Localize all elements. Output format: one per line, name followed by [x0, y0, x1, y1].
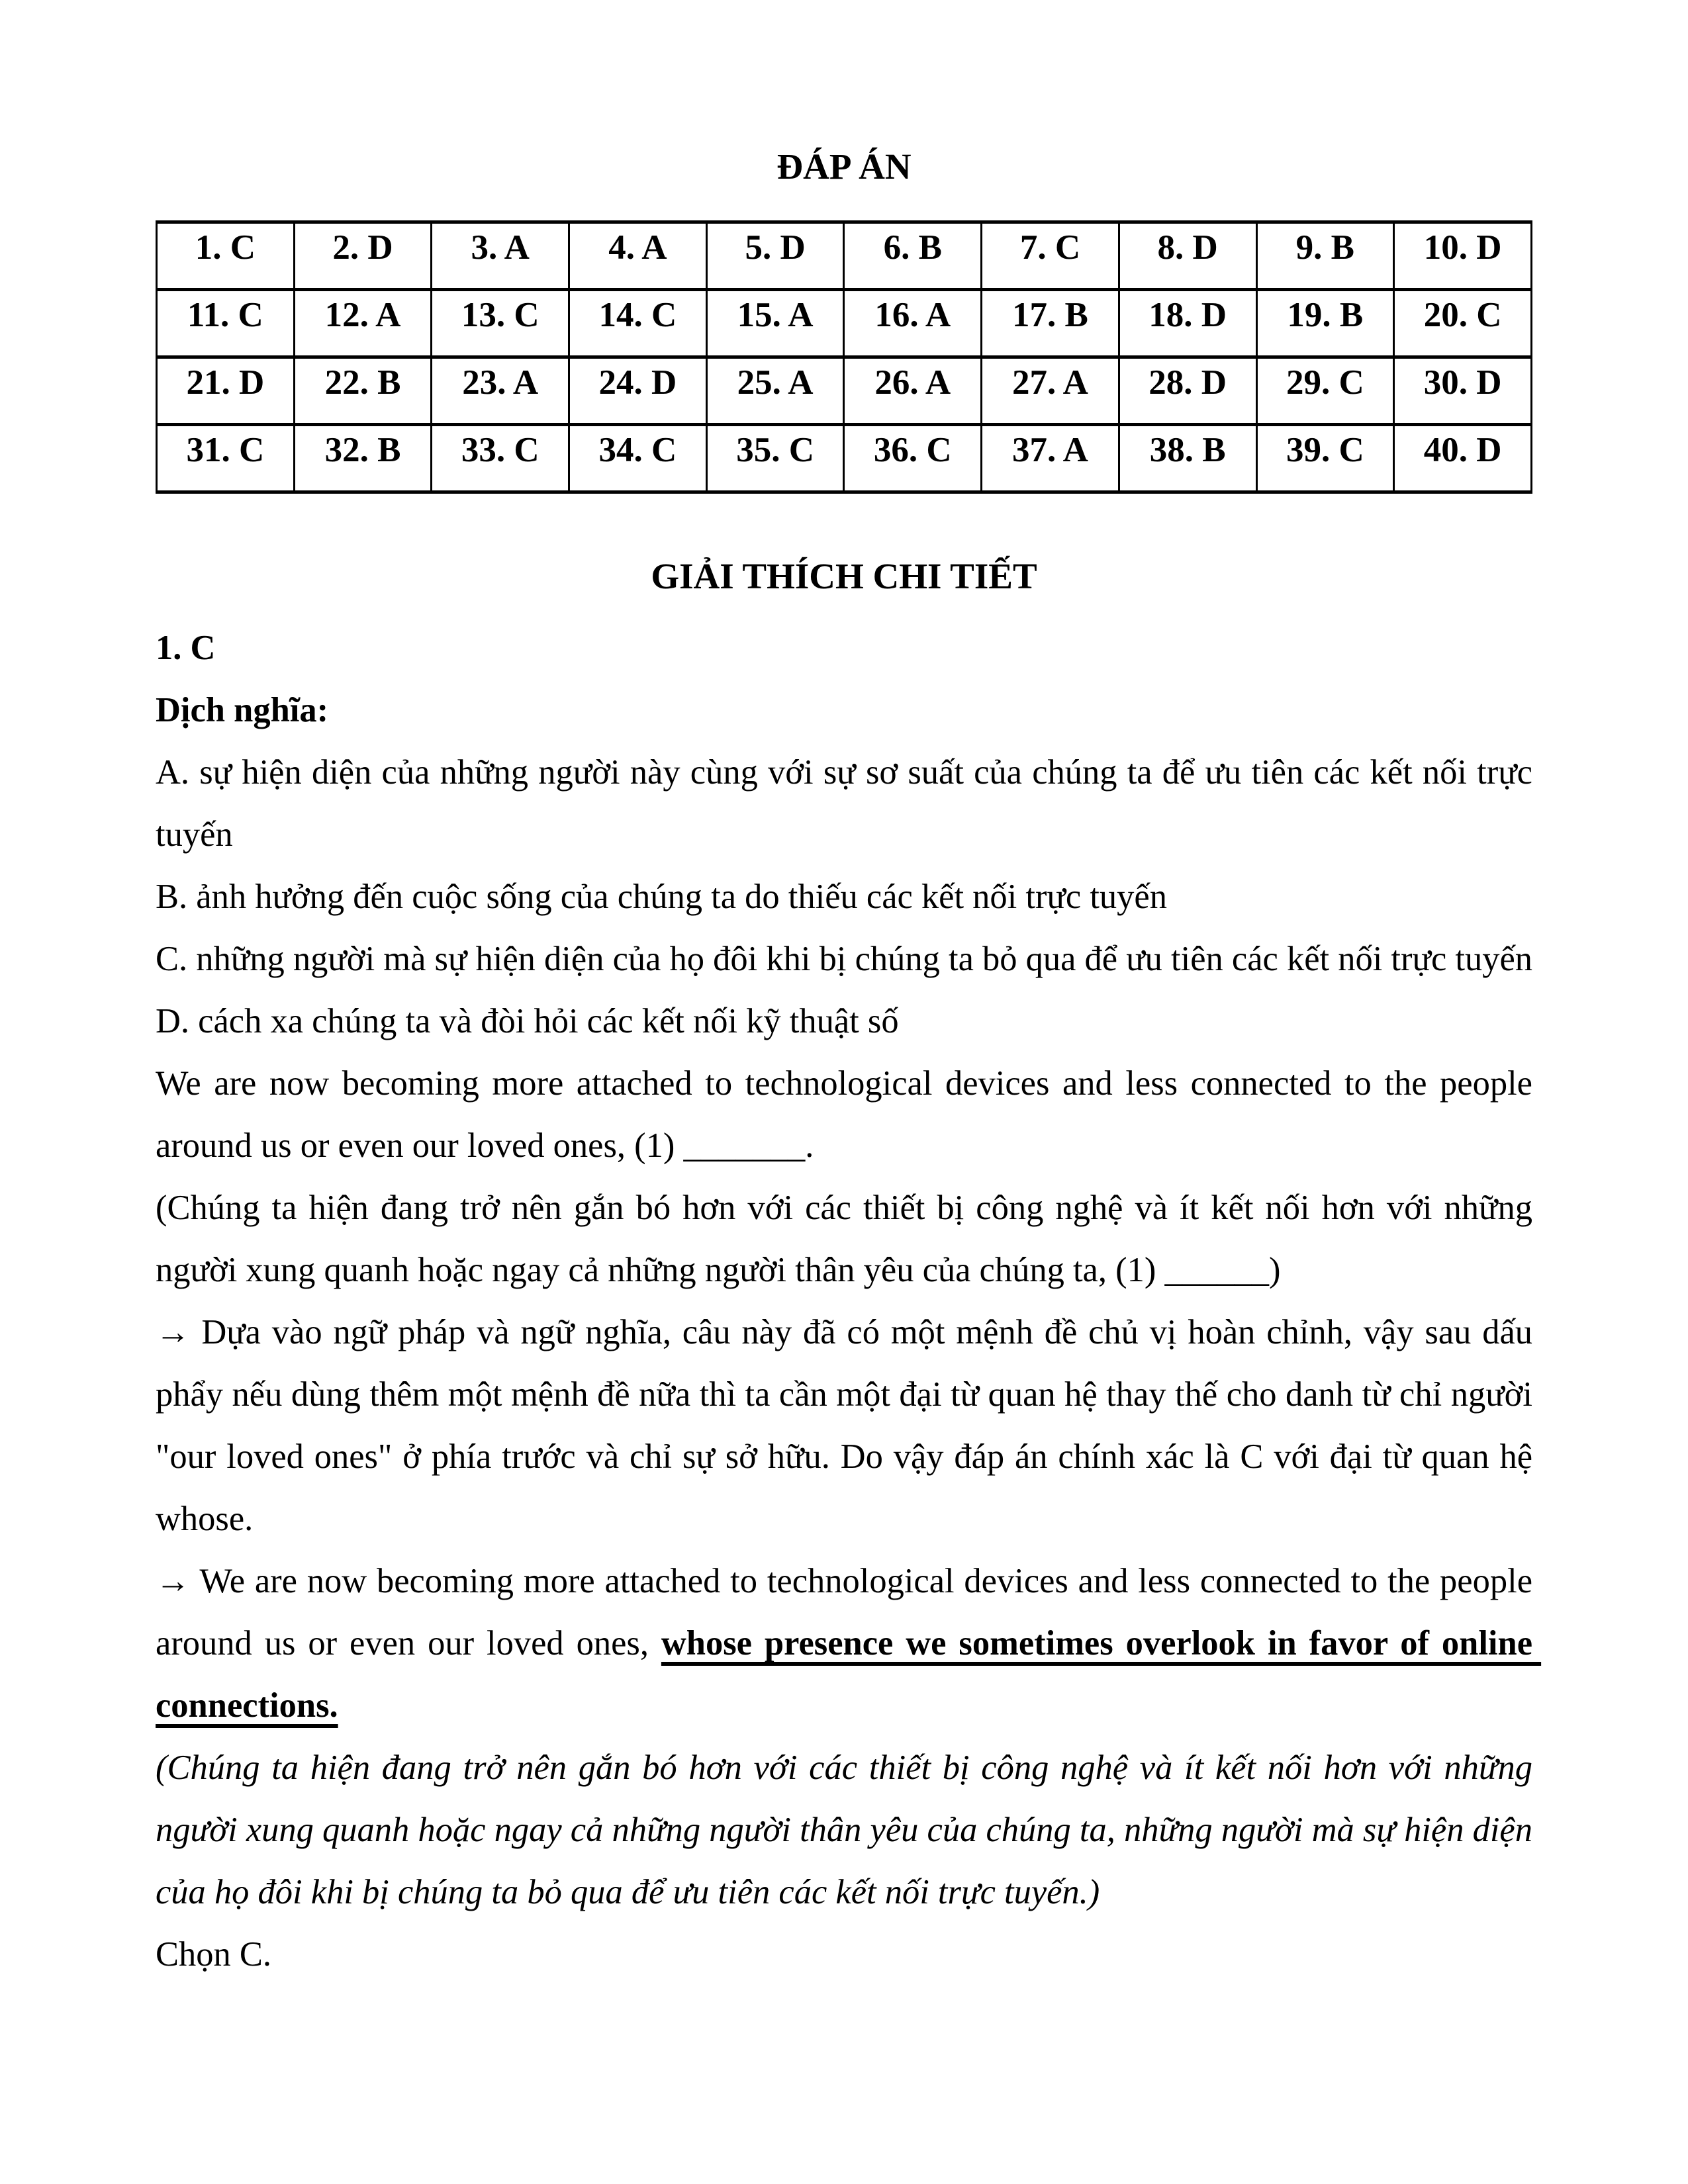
- table-cell: 13. C: [432, 290, 569, 357]
- table-cell: 36. C: [844, 425, 982, 492]
- table-cell: 28. D: [1119, 357, 1256, 425]
- table-cell: 33. C: [432, 425, 569, 492]
- text-segment: A. sự hiện diện của những người này cùng với sự sơ suất của chúng ta để ưu tiên các kết nối trực tuyến: [156, 753, 1542, 854]
- table-cell: 19. B: [1256, 290, 1394, 357]
- table-cell: 8. D: [1119, 222, 1256, 290]
- text-segment: (Chúng ta hiện đang trở nên gắn bó hơn với các thiết bị công nghệ và ít kết nối hơn với những người xung quanh hoặc ngay cả những người thân yêu của chúng ta, (1) ______): [156, 1189, 1542, 1289]
- table-cell: 25. A: [706, 357, 844, 425]
- explanation-heading: GIẢI THÍCH CHI TIẾT: [651, 556, 1037, 596]
- table-row: [157, 357, 1532, 425]
- table-cell: 21. D: [157, 357, 295, 425]
- table-cell: 26. A: [844, 357, 982, 425]
- table-row: [157, 290, 1532, 357]
- table-cell: 11. C: [157, 290, 295, 357]
- table-cell: 17. B: [982, 290, 1119, 357]
- table-cell: 23. A: [432, 357, 569, 425]
- paragraph: [156, 617, 1532, 679]
- table-cell: 12. A: [294, 290, 432, 357]
- answer-key-title: ĐÁP ÁN: [776, 146, 912, 187]
- paragraph: [156, 866, 1532, 928]
- table-cell: 29. C: [1256, 357, 1394, 425]
- table-cell: 39. C: [1256, 425, 1394, 492]
- text-segment: → Dựa vào ngữ pháp và ngữ nghĩa, câu này đã có một mệnh đề chủ vị hoàn chỉnh, vậy sau dấu phẩy nếu dùng thêm một mệnh đề nữa thì ta cần một đại từ quan hệ thay thế cho danh từ chỉ người "our loved ones" ở phía trước và chỉ sự sở hữu. Do vậy đáp án chính xác là C với đại từ quan hệ whose.: [156, 1313, 1542, 1538]
- answer-table-body: [157, 222, 1532, 492]
- text-segment: Chọn C.: [156, 1935, 272, 1974]
- paragraph: [156, 1301, 1542, 1550]
- text-segment: D. cách xa chúng ta và đòi hỏi các kết nối kỹ thuật số: [156, 1002, 899, 1040]
- paragraph: [156, 1923, 1532, 1985]
- table-cell: 32. B: [294, 425, 432, 492]
- paragraph: [156, 1550, 1542, 1737]
- table-cell: 15. A: [706, 290, 844, 357]
- table-cell: 35. C: [706, 425, 844, 492]
- table-cell: 38. B: [1119, 425, 1256, 492]
- paragraph: [156, 741, 1542, 866]
- text-segment: whose presence we sometimes overlook in favor of online connections.: [156, 1624, 1542, 1725]
- table-cell: 3. A: [432, 222, 569, 290]
- table-cell: 18. D: [1119, 290, 1256, 357]
- paragraph: [156, 1052, 1542, 1177]
- table-cell: 40. D: [1394, 425, 1532, 492]
- text-segment: → We are now becoming more attached to technological devices and less connected to the people around us or even our loved ones,: [156, 1562, 1542, 1662]
- table-cell: 10. D: [1394, 222, 1532, 290]
- table-cell: 34. C: [569, 425, 707, 492]
- table-cell: 5. D: [706, 222, 844, 290]
- text-segment: (Chúng ta hiện đang trở nên gắn bó hơn với các thiết bị công nghệ và ít kết nối hơn với những người xung quanh hoặc ngay cả những người thân yêu của chúng ta, những người mà sự hiện diện của họ đôi khi bị chúng ta bỏ qua để ưu tiên các kết nối trực tuyến.): [156, 1749, 1542, 1911]
- explanation-body: [156, 617, 1542, 1985]
- table-row: [157, 222, 1532, 290]
- text-segment: C. những người mà sự hiện diện của họ đôi khi bị chúng ta bỏ qua để ưu tiên các kết nối trực tuyến: [156, 940, 1533, 978]
- table-cell: 16. A: [844, 290, 982, 357]
- text-segment: We are now becoming more attached to technological devices and less connected to the people around us or even our loved ones, (1) _______.: [156, 1064, 1542, 1165]
- table-cell: 20. C: [1394, 290, 1532, 357]
- table-cell: 6. B: [844, 222, 982, 290]
- table-row: [157, 425, 1532, 492]
- text-segment: Dịch nghĩa:: [156, 691, 329, 729]
- table-cell: 2. D: [294, 222, 432, 290]
- paragraph: [156, 1737, 1542, 1923]
- answer-table: [156, 220, 1532, 494]
- text-segment: 1. C: [156, 629, 216, 667]
- text-segment: B. ảnh hưởng đến cuộc sống của chúng ta do thiếu các kết nối trực tuyến: [156, 878, 1167, 916]
- table-cell: 24. D: [569, 357, 707, 425]
- paragraph: [156, 990, 1532, 1052]
- table-cell: 9. B: [1256, 222, 1394, 290]
- table-cell: 4. A: [569, 222, 707, 290]
- paragraph: [156, 928, 1532, 990]
- table-cell: 37. A: [982, 425, 1119, 492]
- table-cell: 1. C: [157, 222, 295, 290]
- table-cell: 30. D: [1394, 357, 1532, 425]
- paragraph: [156, 1177, 1542, 1301]
- paragraph: [156, 679, 1532, 741]
- table-cell: 27. A: [982, 357, 1119, 425]
- table-cell: 7. C: [982, 222, 1119, 290]
- table-cell: 14. C: [569, 290, 707, 357]
- table-cell: 31. C: [157, 425, 295, 492]
- table-cell: 22. B: [294, 357, 432, 425]
